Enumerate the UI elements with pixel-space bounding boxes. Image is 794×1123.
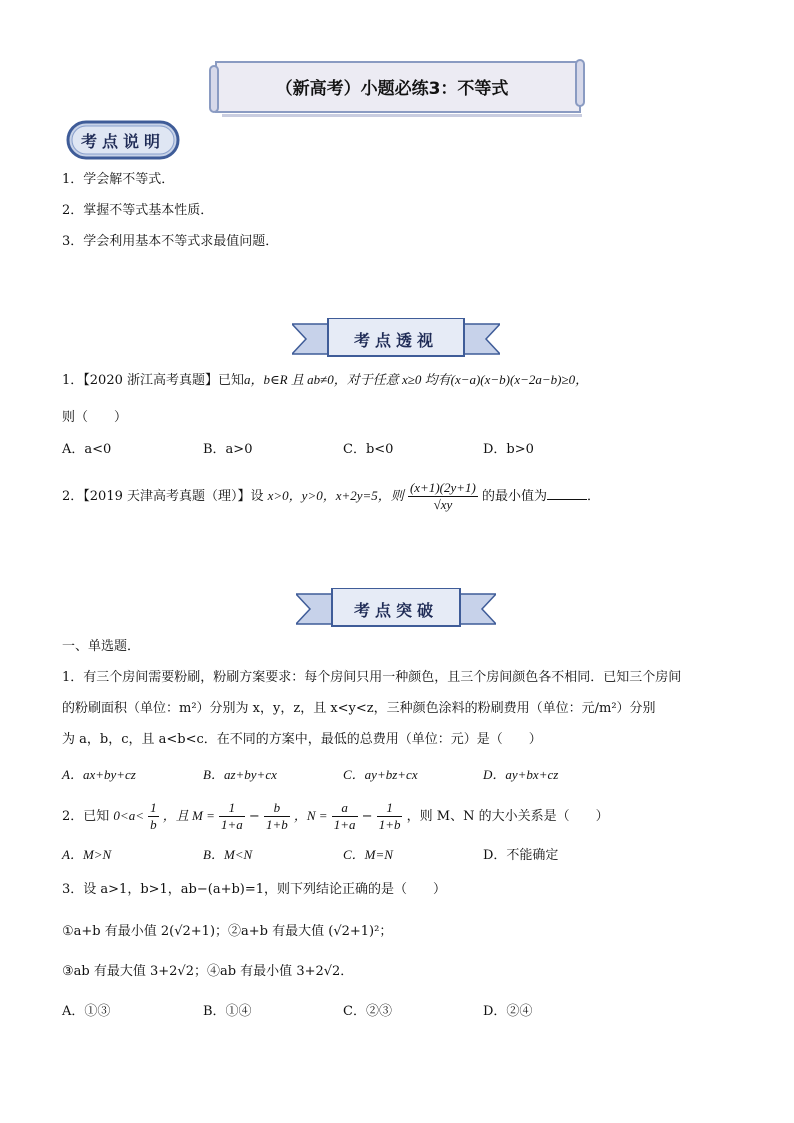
toushi-q1-option-b: B．a>0	[203, 442, 253, 457]
tupo-q3-option-d: D．②④	[483, 1004, 533, 1019]
toushi-q1-line1: 1．【2020 浙江高考真题】已知a，b∈R 且 ab≠0，对于任意 x≥0 均有(x−a)(x−b)(x−2a−b)≥0，	[62, 372, 589, 388]
objective-2: 2．掌握不等式基本性质．	[62, 203, 214, 218]
objective-3: 3．学会利用基本不等式求最值问题．	[62, 234, 279, 249]
toushi-q1-option-a: A．a<0	[62, 442, 112, 457]
tupo-q2-option-b: B．M<N	[203, 847, 253, 862]
tupo-q1-option-b: B．az+by+cx	[203, 767, 277, 782]
toushi-q1-option-d: D．b>0	[483, 442, 534, 457]
tupo-q3-line3: ③ab 有最大值 3+2√2；④ab 有最小值 3+2√2．	[62, 964, 354, 979]
tupo-q1-option-a: A．ax+by+cz	[62, 767, 136, 782]
kaodian-shuoming-badge: 考点说明	[80, 132, 165, 151]
page-title: （新高考）小题必练3：不等式	[275, 79, 509, 99]
objective-1: 1．学会解不等式．	[62, 172, 175, 187]
kaodian-toushi-label: 考点透视	[353, 331, 438, 350]
toushi-q1-line2: 则（ ）	[62, 410, 128, 425]
toushi-q2: 2．【2019 天津高考真题（理）】设 x>0，y>0，x+2y=5，则 $\frac{(x+1)(2y+1)}{√xy}$ 的最小值为 ．	[62, 480, 601, 512]
tupo-q1-line3: 为 a，b，c，且 a<b<c．在不同的方案中，最低的总费用（单位：元）是（ ）	[62, 732, 542, 747]
toushi-q1-option-c: C．b<0	[343, 442, 394, 457]
tupo-q3-line1: 3．设 a>1，b>1，ab−(a+b)=1，则下列结论正确的是（ ）	[62, 882, 447, 897]
section-heading: 一、单选题．	[62, 639, 141, 654]
tupo-q1-option-d: D．ay+bx+cz	[483, 767, 559, 782]
tupo-q3-option-a: A．①③	[62, 1004, 111, 1019]
tupo-q1-option-c: C．ay+bz+cx	[343, 767, 418, 782]
tupo-q2-option-c: C．M=N	[343, 847, 393, 862]
tupo-q3-option-b: B．①④	[203, 1004, 252, 1019]
tupo-q1-line2: 的粉刷面积（单位：m²）分别为 x，y，z，且 x<y<z，三种颜色涂料的粉刷费用（单位：元/m²）分别	[62, 701, 656, 716]
tupo-q2-option-d: D．不能确定	[483, 848, 559, 863]
kaodian-tupo-label: 考点突破	[353, 601, 438, 620]
tupo-q3-line2: ①a+b 有最小值 2(√2+1)；②a+b 有最大值 (√2+1)²；	[62, 924, 393, 939]
toushi-q2-fraction: $\frac{(x+1)(2y+1)}{√xy}$	[409, 480, 476, 512]
tupo-q3-option-c: C．②③	[343, 1004, 392, 1019]
tupo-q1-line1: 1．有三个房间需要粉刷，粉刷方案要求：每个房间只用一种颜色，且三个房间颜色各不相同．已知三个房间	[62, 670, 682, 685]
tupo-q2: 2．已知 0<a< $\frac{1}{b}$ ，且 M = $\frac{1}{1+a}$ − $\frac{b}{1+b}$ ，N = $\frac{a}{1+a}$ − $\frac{1}{1+b}$ ，则 M、N 的大小关系是（ ）	[62, 800, 609, 832]
answer-blank[interactable]	[547, 487, 587, 500]
tupo-q2-option-a: A．M>N	[62, 847, 112, 862]
